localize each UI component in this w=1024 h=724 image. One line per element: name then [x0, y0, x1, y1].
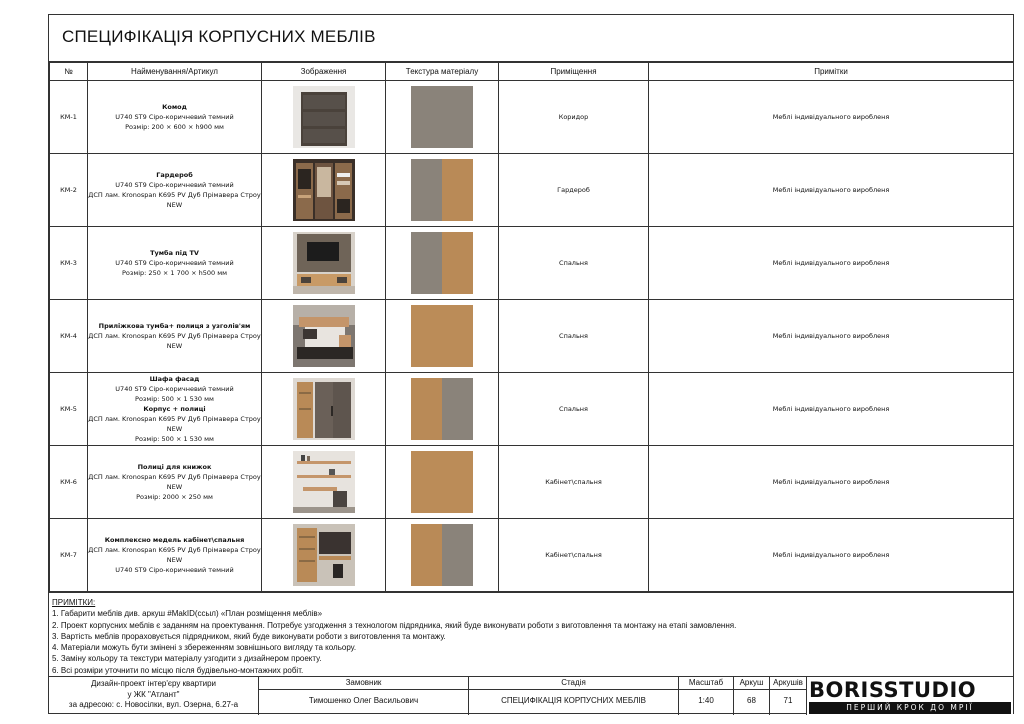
- item-detail: Розмір: 200 × 600 × h900 мм: [125, 123, 224, 131]
- row-number: КМ-6: [50, 446, 88, 519]
- title-block: [49, 676, 1013, 714]
- swatch-part: [411, 159, 442, 221]
- note-line: 2. Проект корпусних меблів є заданням на проектування. Потребує узгодження з технологом підрядника, який буде виконувати роботи з виготовлення та монтажу на етапі замовлення.: [52, 620, 737, 630]
- row-texture-cell: [386, 300, 499, 373]
- swatch-part: [442, 159, 473, 221]
- item-detail: ДСП лам. Kronospan K695 PV Дуб Прімавера Строу NEW: [88, 191, 261, 209]
- item-name: Гардероб: [156, 171, 193, 179]
- row-note: Меблі індивідуального виробленя: [649, 300, 1014, 373]
- scale-label: Масштаб: [679, 677, 734, 690]
- note-line: 1. Габарити меблів див. аркуш #MakID(ссыл) «План розміщення меблів»: [52, 609, 323, 619]
- item-detail: U740 ST9 Сіро-коричневий темний: [115, 566, 234, 574]
- row-description: [88, 81, 262, 154]
- item-detail: ДСП лам. Kronospan K695 PV Дуб Прімавера Строу NEW: [88, 415, 261, 433]
- col-notes: Примітки: [649, 63, 1014, 81]
- item-name: Корпус + полиці: [143, 405, 206, 413]
- row-image-cell: [262, 519, 386, 592]
- row-image-cell: [262, 373, 386, 446]
- material-swatch: [411, 451, 473, 513]
- sheets-value: 71: [770, 690, 807, 715]
- spec-table: [49, 62, 1014, 592]
- stage-value: СПЕЦИФІКАЦІЯ КОРПУСНИХ МЕБЛІВ: [469, 690, 679, 715]
- row-description: [88, 446, 262, 519]
- spec-sheet: [48, 14, 1014, 714]
- item-name: Шафа фасад: [149, 375, 200, 383]
- row-texture-cell: [386, 227, 499, 300]
- material-swatch: [411, 86, 473, 148]
- client-label: Замовник: [259, 677, 469, 690]
- row-room: Гардероб: [499, 154, 649, 227]
- row-room: Спальня: [499, 227, 649, 300]
- row-room: Кабінет\спальня: [499, 519, 649, 592]
- row-note: Меблі індивідуального виробленя: [649, 519, 1014, 592]
- item-detail: Розмір: 500 × 1 530 мм: [135, 435, 214, 443]
- table-row: [50, 446, 1014, 519]
- item-name: Полиці для книжок: [137, 463, 212, 471]
- item-name: Комод: [162, 103, 187, 111]
- swatch-part: [411, 86, 473, 148]
- row-note: Меблі індивідуального виробленя: [649, 373, 1014, 446]
- row-image-cell: [262, 300, 386, 373]
- row-room: Спальня: [499, 373, 649, 446]
- notes-title: ПРИМІТКИ:: [52, 598, 96, 607]
- swatch-part: [442, 378, 473, 440]
- material-swatch: [411, 524, 473, 586]
- col-texture: Текстура матеріалу: [386, 63, 499, 81]
- bookshelf-image: [293, 451, 355, 513]
- swatch-part: [411, 451, 473, 513]
- row-image-cell: [262, 81, 386, 154]
- bedside-image: [293, 305, 355, 367]
- item-name: Комплексно медель кабінет\спальня: [104, 536, 245, 544]
- logo-wordmark: BORISSTUDIO: [809, 678, 977, 702]
- row-room: Спальня: [499, 300, 649, 373]
- row-image-cell: [262, 154, 386, 227]
- swatch-part: [411, 378, 442, 440]
- note-line: 5. Заміну кольору та текстури матеріалу узгодити з дизайнером проекту.: [52, 654, 322, 664]
- item-name: Тумба під TV: [150, 249, 199, 257]
- tv-stand-image: [293, 232, 355, 294]
- material-swatch: [411, 378, 473, 440]
- col-name: Найменування/Артикул: [88, 63, 262, 81]
- row-texture-cell: [386, 446, 499, 519]
- row-number: КМ-5: [50, 373, 88, 446]
- note-line: 6. Всі розміри уточнити по місцю після будівельно-монтажних робіт.: [52, 665, 304, 675]
- closet-image: [293, 378, 355, 440]
- row-note: Меблі індивідуального виробленя: [649, 227, 1014, 300]
- dresser-image: [293, 86, 355, 148]
- row-number: КМ-4: [50, 300, 88, 373]
- row-note: Меблі індивідуального виробленя: [649, 154, 1014, 227]
- item-detail: U740 ST9 Сіро-коричневий темний: [115, 181, 234, 189]
- table-row: [50, 519, 1014, 592]
- sheet-label: Аркуш: [734, 677, 770, 690]
- row-room: Коридор: [499, 81, 649, 154]
- swatch-part: [411, 524, 442, 586]
- row-image-cell: [262, 446, 386, 519]
- table-row: [50, 373, 1014, 446]
- col-number: №: [50, 63, 88, 81]
- material-swatch: [411, 159, 473, 221]
- title-bar: [49, 15, 1013, 62]
- row-number: КМ-3: [50, 227, 88, 300]
- row-description: [88, 373, 262, 446]
- note-line: 3. Вартість меблів прораховується підрядником, який буде виконувати роботи з виготовлення та монтажу.: [52, 631, 446, 641]
- address-line: Дизайн-проект інтер'єру квартири: [90, 679, 216, 688]
- col-room: Приміщення: [499, 63, 649, 81]
- study-image: [293, 524, 355, 586]
- table-row: [50, 154, 1014, 227]
- row-note: Меблі індивідуального виробленя: [649, 446, 1014, 519]
- table-row: [50, 227, 1014, 300]
- row-texture-cell: [386, 373, 499, 446]
- row-number: КМ-2: [50, 154, 88, 227]
- item-detail: ДСП лам. Kronospan K695 PV Дуб Прімавера Строу NEW: [88, 473, 261, 491]
- swatch-part: [411, 232, 442, 294]
- row-texture-cell: [386, 154, 499, 227]
- item-detail: Розмір: 250 × 1 700 × h500 мм: [121, 269, 227, 277]
- item-detail: ДСП лам. Kronospan K695 PV Дуб Прімавера Строу NEW: [88, 546, 261, 564]
- col-image: Зображення: [262, 63, 386, 81]
- item-detail: ДСП лам. Kronospan K695 PV Дуб Прімавера Строу NEW: [88, 332, 261, 350]
- row-texture-cell: [386, 81, 499, 154]
- table-row: [50, 300, 1014, 373]
- logo-tagline: ПЕРШИЙ КРОК ДО МРІЇ: [809, 702, 1011, 714]
- row-number: КМ-1: [50, 81, 88, 154]
- row-texture-cell: [386, 519, 499, 592]
- sheet-value: 68: [734, 690, 770, 715]
- row-number: КМ-7: [50, 519, 88, 592]
- table-row: [50, 81, 1014, 154]
- row-description: [88, 519, 262, 592]
- item-name: Приліжкова тумба+ полиця з узголів'ям: [98, 322, 251, 330]
- swatch-part: [442, 524, 473, 586]
- address-line: за адресою: с. Новосілки, вул. Озерна, 6.27-а: [68, 700, 239, 709]
- swatch-part: [442, 232, 473, 294]
- row-note: Меблі індивідуального виробленя: [649, 81, 1014, 154]
- row-room: Кабінет\спальня: [499, 446, 649, 519]
- material-swatch: [411, 305, 473, 367]
- notes-block: [49, 592, 1013, 677]
- item-detail: U740 ST9 Сіро-коричневий темний: [115, 385, 234, 393]
- row-description: [88, 154, 262, 227]
- item-detail: Розмір: 500 × 1 530 мм: [135, 395, 214, 403]
- swatch-part: [411, 305, 473, 367]
- row-image-cell: [262, 227, 386, 300]
- studio-logo: [807, 677, 1013, 715]
- sheets-label: Аркушів: [770, 677, 807, 690]
- material-swatch: [411, 232, 473, 294]
- stage-label: Стадія: [469, 677, 679, 690]
- item-detail: Розмір: 2000 × 250 мм: [136, 493, 213, 501]
- client-name: Тимошенко Олег Васильович: [259, 690, 469, 715]
- scale-value: 1:40: [679, 690, 734, 715]
- row-description: [88, 227, 262, 300]
- row-description: [88, 300, 262, 373]
- item-detail: U740 ST9 Сіро-коричневий темний: [115, 259, 234, 267]
- item-detail: U740 ST9 Сіро-коричневий темний: [115, 113, 234, 121]
- page-title: СПЕЦИФІКАЦІЯ КОРПУСНИХ МЕБЛІВ: [62, 27, 376, 46]
- project-address: [49, 677, 259, 715]
- note-line: 4. Матеріали можуть бути змінені з збереженням зовнішнього вигляду та кольору.: [52, 643, 357, 653]
- wardrobe-image: [293, 159, 355, 221]
- table-header: [50, 63, 1014, 81]
- address-line: у ЖК "Атлант": [127, 689, 180, 699]
